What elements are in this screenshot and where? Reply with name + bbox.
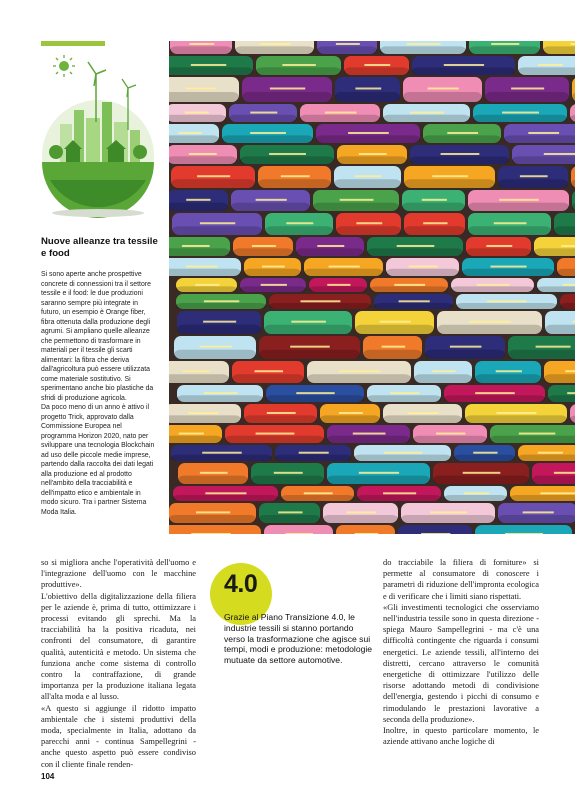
fabric-roll bbox=[173, 486, 278, 501]
fabric-roll bbox=[169, 145, 237, 164]
fabric-roll bbox=[317, 41, 377, 54]
fabric-roll bbox=[265, 213, 333, 235]
fabric-roll bbox=[266, 385, 364, 402]
fabric-roll bbox=[468, 213, 551, 235]
fabric-roll bbox=[172, 213, 262, 235]
fabric-roll bbox=[570, 104, 575, 122]
fabric-roll bbox=[367, 385, 441, 402]
fabric-roll bbox=[174, 336, 256, 359]
fabric-roll bbox=[485, 77, 569, 102]
fabric-roll bbox=[300, 104, 380, 122]
fabric-roll bbox=[357, 486, 441, 501]
fabric-roll bbox=[363, 336, 422, 359]
sidebar-title: Nuove alleanze tra tessile e food bbox=[41, 236, 158, 259]
fabric-roll bbox=[534, 237, 575, 256]
fabric-roll bbox=[171, 166, 255, 188]
article-column-left bbox=[41, 557, 196, 770]
fabric-roll bbox=[475, 525, 572, 534]
fabric-rolls-photo bbox=[169, 41, 575, 534]
fabric-roll bbox=[269, 294, 371, 309]
sidebar-box bbox=[41, 236, 158, 517]
fabric-roll bbox=[169, 124, 219, 143]
fabric-roll bbox=[335, 77, 400, 102]
fabric-roll bbox=[336, 213, 401, 235]
fabric-roll bbox=[169, 56, 253, 75]
fabric-roll bbox=[572, 77, 575, 102]
fabric-roll bbox=[518, 56, 575, 75]
fabric-roll bbox=[537, 278, 575, 292]
fabric-roll bbox=[370, 278, 448, 292]
fabric-roll bbox=[170, 41, 232, 54]
fabric-roll bbox=[412, 56, 515, 75]
fabric-roll bbox=[169, 525, 261, 534]
fabric-roll bbox=[475, 361, 541, 383]
fabric-roll bbox=[398, 525, 472, 534]
fabric-roll bbox=[281, 486, 354, 501]
fabric-roll bbox=[557, 258, 575, 276]
article-paragraph: L'obiettivo della digitalizzazione della filiera per le aziende è, prima di tutto, ottimizzare i processi evitando gli sprechi. Ma la tracciabilità ha la positiva ricaduta, nei confronti del consumatore, di garantire qualità, autenticità e metodo. Un sistema che funziona anche come sistema di controllo contro la contraffazione, di grande importanza per la produzione italiana legata all'alta moda e al lusso. bbox=[41, 591, 196, 702]
fabric-roll bbox=[240, 145, 334, 164]
fabric-roll bbox=[176, 278, 237, 292]
fabric-roll bbox=[468, 190, 569, 211]
fabric-roll bbox=[275, 445, 351, 461]
fabric-roll bbox=[259, 336, 360, 359]
fabric-roll bbox=[229, 104, 297, 122]
fabric-roll bbox=[240, 278, 306, 292]
fabric-roll bbox=[176, 294, 266, 309]
fabric-roll bbox=[572, 190, 575, 211]
fabric-roll bbox=[344, 56, 409, 75]
fabric-roll bbox=[169, 425, 222, 443]
fabric-roll bbox=[334, 166, 401, 188]
fabric-roll bbox=[456, 294, 557, 309]
fabric-roll bbox=[386, 258, 459, 276]
fabric-roll bbox=[242, 77, 332, 102]
fabric-roll bbox=[410, 145, 509, 164]
fabric-roll bbox=[169, 237, 230, 256]
fabric-roll bbox=[169, 258, 241, 276]
fabric-roll bbox=[444, 486, 507, 501]
fabric-roll bbox=[425, 336, 505, 359]
fabric-roll bbox=[336, 525, 395, 534]
fabric-roll bbox=[498, 503, 575, 523]
fabric-roll bbox=[327, 425, 410, 443]
fabric-roll bbox=[178, 463, 248, 484]
fabric-roll bbox=[177, 311, 261, 334]
fabric-roll bbox=[414, 361, 472, 383]
fabric-roll bbox=[545, 311, 575, 334]
fabric-roll bbox=[355, 311, 434, 334]
fabric-roll bbox=[433, 463, 529, 484]
fabric-roll bbox=[307, 361, 411, 383]
fabric-roll bbox=[320, 404, 380, 423]
sidebar-body-2: Da poco meno di un anno è attivo il progetto Trick, approvato dalla Commissione Europea nel programma Horizon 2020, nato per sviluppare una tecnologia Blockchain ad uso delle piccole medie imprese, partendo dalla raccolta dei dati legati alla produzione ed al prodotto nell'ambito della tracciabilità e dell'impatto etico e ambientale in modo sicuro. Tra i partner Sistema Moda Italia. bbox=[41, 404, 155, 516]
fabric-roll bbox=[403, 77, 482, 102]
fabric-roll bbox=[337, 145, 407, 164]
fabric-roll bbox=[508, 336, 575, 359]
fabric-roll bbox=[231, 190, 310, 211]
fabric-roll bbox=[169, 361, 229, 383]
fabric-roll bbox=[169, 190, 228, 211]
fabric-roll bbox=[462, 258, 554, 276]
fabric-roll bbox=[235, 41, 314, 54]
callout-text: Grazie al Piano Transizione 4.0, le industrie tessili si stanno portando verso la trasformazione che agisce sui tempi, modi e produzione: metodologie mutuate da settore automotive. bbox=[224, 612, 373, 666]
fabric-roll bbox=[251, 463, 324, 484]
fabric-roll bbox=[367, 237, 463, 256]
fabric-roll bbox=[498, 166, 568, 188]
fabric-roll bbox=[469, 41, 540, 54]
fabric-roll bbox=[423, 124, 501, 143]
article-column-right bbox=[383, 557, 539, 747]
fabric-roll bbox=[313, 190, 399, 211]
fabric-roll bbox=[413, 425, 487, 443]
eco-city-globe-icon bbox=[38, 52, 158, 222]
fabric-roll bbox=[169, 503, 256, 523]
fabric-roll bbox=[309, 278, 367, 292]
fabric-roll bbox=[232, 361, 304, 383]
fabric-roll bbox=[264, 311, 352, 334]
fabric-roll bbox=[490, 425, 575, 443]
fabric-roll bbox=[296, 237, 364, 256]
fabric-roll bbox=[169, 404, 241, 423]
page-number: 104 bbox=[41, 772, 55, 781]
article-paragraph: «A questo si aggiunge il ridotto impatto ambientale che i sistemi produttivi della moda, specialmente in Italia, adottano da parecchi anni - continua Sampellegrini - anche questo aspetto può essere condiviso con il cliente finale renden- bbox=[41, 703, 196, 769]
fabric-roll bbox=[169, 104, 226, 122]
fabric-roll bbox=[383, 404, 462, 423]
fabric-roll bbox=[374, 294, 453, 309]
fabric-roll bbox=[404, 213, 465, 235]
fabric-roll bbox=[571, 166, 575, 188]
fabric-roll bbox=[169, 77, 239, 102]
fabric-roll bbox=[404, 166, 495, 188]
fabric-roll bbox=[548, 385, 575, 402]
fabric-roll bbox=[244, 404, 317, 423]
fabric-roll bbox=[560, 294, 575, 309]
fabric-roll bbox=[316, 124, 420, 143]
fabric-roll bbox=[171, 445, 272, 461]
fabric-roll bbox=[264, 525, 333, 534]
fabric-roll bbox=[454, 445, 515, 461]
fabric-roll bbox=[543, 41, 575, 54]
fabric-roll bbox=[259, 503, 320, 523]
article-paragraph: do tracciabile la filiera di forniture» si permette al consumatore di conoscere i parametri di riduzione dell'impronta ecologica e di verificare che i limiti siano rispettati. bbox=[383, 558, 539, 601]
fabric-roll bbox=[518, 445, 575, 461]
fabric-roll bbox=[401, 503, 495, 523]
fabric-roll bbox=[544, 361, 575, 383]
fabric-roll bbox=[222, 124, 313, 143]
sidebar-body: Si sono aperte anche prospettive concrete di connessioni tra il settore tessile e il food: le due produzioni saranno sempre più integrate in futuro, un esempio è Orange fiber, fibra ottenuta dalla produzione degli agrumi. Si ampliano quelle alleanze che permettono di trasformare in materiali per il tessile gli scarti alimentari: la fibra che deriva dall'agricoltura può essere utilizzata come materiale sostitutivo. Si sperimentano anche bio plastiche da sfridi di produzione agricola. bbox=[41, 271, 154, 402]
fabric-roll bbox=[554, 213, 575, 235]
fabric-roll bbox=[256, 56, 341, 75]
article-paragraph: so si migliora anche l'operatività dell'uomo e l'integrazione dell'uomo con le macchine produttive». bbox=[41, 558, 196, 590]
fabric-roll bbox=[383, 104, 470, 122]
fabric-roll bbox=[466, 237, 531, 256]
fabric-roll bbox=[327, 463, 430, 484]
fabric-roll bbox=[354, 445, 451, 461]
fabric-roll bbox=[437, 311, 542, 334]
fabric-roll bbox=[233, 237, 293, 256]
fabric-roll bbox=[570, 404, 575, 423]
article-paragraph: Inoltre, in questo particolare momento, le aziende attivano anche logiche di bbox=[383, 726, 539, 747]
fabric-roll bbox=[304, 258, 383, 276]
fabric-roll bbox=[512, 145, 575, 164]
accent-bar bbox=[41, 41, 105, 46]
callout-number: 4.0 bbox=[224, 570, 258, 598]
fabric-roll bbox=[473, 104, 567, 122]
fabric-roll bbox=[258, 166, 331, 188]
fabric-roll bbox=[444, 385, 545, 402]
fabric-roll bbox=[532, 463, 575, 484]
fabric-roll bbox=[504, 124, 575, 143]
fabric-roll bbox=[323, 503, 398, 523]
fabric-roll bbox=[451, 278, 534, 292]
fabric-roll bbox=[402, 190, 465, 211]
fabric-roll bbox=[380, 41, 466, 54]
fabric-roll bbox=[225, 425, 324, 443]
fabric-roll bbox=[244, 258, 301, 276]
fabric-roll bbox=[510, 486, 575, 501]
fabric-roll bbox=[465, 404, 567, 423]
article-paragraph: «Gli investimenti tecnologici che osserviamo nell'industria tessile sono in questa direzione - spiega Mauro Sampellegrini - ma c'è una difficoltà contingente che riguarda i consumi energetici. Le aziende tessili, all'interno dei distretti, cercano attraverso le comunità energetiche di ottimizzare l'utilizzo delle risorse adottando metodi di condivisione dell'energia, gestendo i picchi di consumo e rimodulando le prestazioni lavorative a seconda della produzione». bbox=[383, 602, 539, 724]
fabric-roll bbox=[177, 385, 263, 402]
